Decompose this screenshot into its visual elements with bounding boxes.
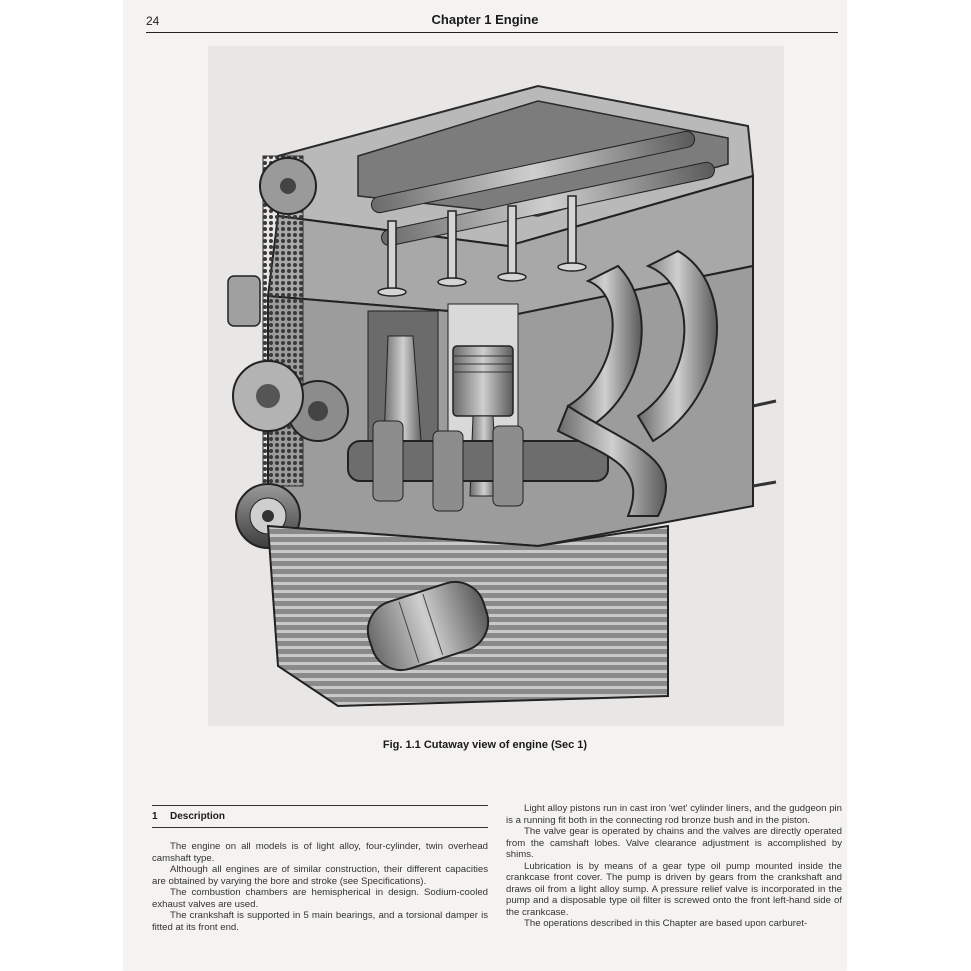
figure-caption: Fig. 1.1 Cutaway view of engine (Sec 1) [382,739,588,751]
paragraph: The valve gear is operated by chains and the valves are directly operated from the camshaft lobes. Valve clearance adjustment is accomplished by shims. [506,826,842,860]
chapter-title: Chapter 1 Engine [431,12,539,27]
section-heading [152,811,488,828]
paragraph: The operations described in this Chapter are based upon carburet- [524,918,808,929]
paragraph: Light alloy pistons run in cast iron 'wet' cylinder liners, and the gudgeon pin is a running fit both in the connecting rod bronze bush and in the piston. [506,803,842,826]
paragraph: Although all engines are of similar construction, their different capacities are obtained by varying the bore and stroke (see Specifications). [152,864,488,887]
section-number: 1 [152,811,158,822]
engine-cutaway-illustration [208,46,784,726]
page-number: 24 [146,14,160,28]
section-title: Description [170,811,226,822]
section-top-rule [152,805,488,806]
right-text-column [506,803,842,930]
manual-page [124,0,846,971]
left-text-column [152,805,488,933]
paragraph: The combustion chambers are hemispherical in design. Sodium-cooled exhaust valves are used. [152,887,488,910]
paragraph: The engine on all models is of light alloy, four-cylinder, twin overhead camshaft type. [152,841,488,864]
header-rule [146,32,838,33]
paragraph: Lubrication is by means of a gear type oil pump mounted inside the crankcase front cover. The pump is driven by gears from the crankshaft and draws oil from a light alloy sump. A pressure relief valve is incorporated in the pump and a disposable type oil filter is screwed onto the front left-hand side of the crankcase. [506,860,842,918]
paragraph: The crankshaft is supported in 5 main bearings, and a torsional damper is fitted at its front end. [152,910,488,933]
